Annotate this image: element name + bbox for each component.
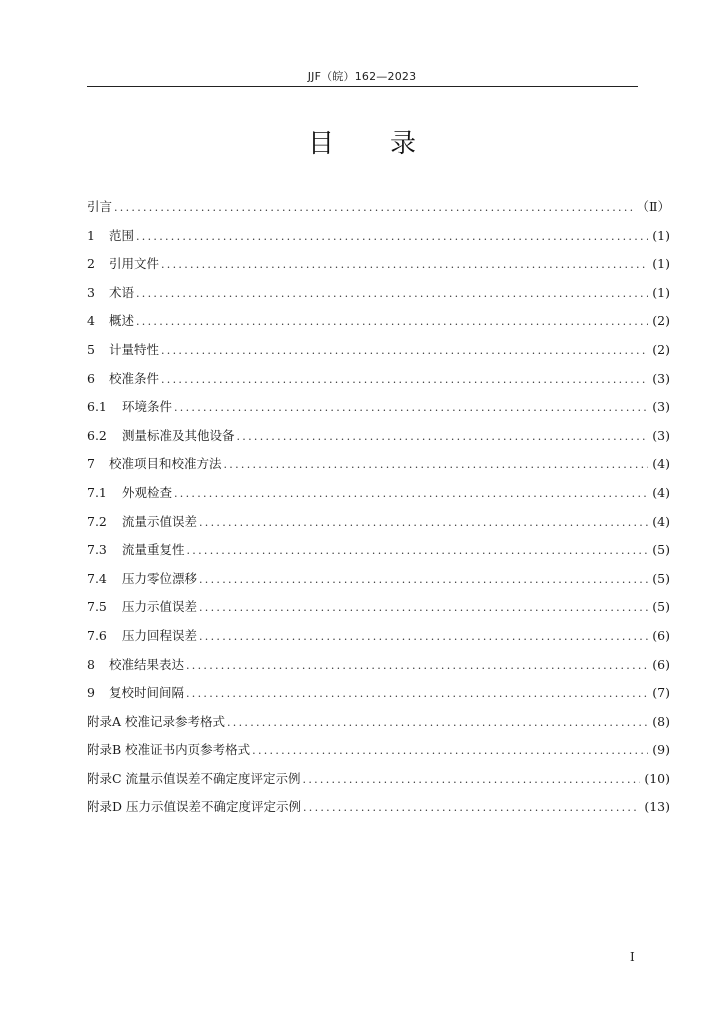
toc-entry[interactable] [87, 307, 670, 336]
toc-dot-leader [174, 480, 648, 508]
toc-dot-leader [252, 737, 648, 765]
toc-dot-leader [224, 451, 649, 479]
toc-entry-page: (4) [652, 456, 670, 472]
toc-entry-page: (1) [652, 227, 670, 243]
toc-entry-page: (3) [652, 370, 670, 386]
toc-entry-label: 环境条件 [122, 399, 173, 415]
toc-entry-number: 6.2 [87, 427, 107, 443]
toc-entry-number: 8 [87, 656, 95, 672]
toc-entry-page: (6) [652, 627, 670, 643]
toc-entry-label: 引言 [87, 199, 113, 214]
toc-entry-label: 计量特性 [109, 341, 160, 357]
toc-entry-page: (8) [652, 713, 670, 729]
toc-entry-number: 7.4 [87, 570, 107, 586]
toc-entry[interactable] [87, 793, 670, 822]
toc-entry-number: 7.5 [87, 599, 107, 615]
toc-entry-page: (7) [652, 685, 670, 701]
toc-entry-label: 校准条件 [109, 370, 160, 386]
toc-dot-leader [114, 194, 632, 222]
toc-entry-number: 5 [87, 341, 95, 357]
page-number: I [630, 950, 635, 964]
toc-entry-page: (4) [652, 484, 670, 500]
toc-entry[interactable] [87, 565, 670, 594]
toc-entry[interactable] [87, 679, 670, 708]
toc-entry-number: 4 [87, 313, 95, 329]
toc-entry-page: (3) [652, 427, 670, 443]
toc-entry-page: (5) [652, 542, 670, 558]
toc-entry-label: 术语 [109, 284, 135, 300]
toc-entry-page: (13) [644, 799, 670, 815]
toc-entry-number: 7.6 [87, 627, 107, 643]
table-of-contents [87, 193, 670, 822]
toc-entry-page: (1) [652, 256, 670, 272]
toc-entry-page: (10) [644, 770, 670, 786]
toc-entry[interactable] [87, 736, 670, 765]
toc-entry[interactable] [87, 365, 670, 394]
toc-entry-label: 流量重复性 [122, 542, 185, 558]
page-title: 目录 [307, 129, 472, 159]
toc-entry-page: （Ⅱ） [636, 199, 670, 214]
toc-entry-number: 7.1 [87, 484, 107, 500]
toc-entry-page: (5) [652, 599, 670, 615]
toc-entry-page: (4) [652, 513, 670, 529]
toc-entry-label: 校准项目和校准方法 [109, 456, 222, 472]
toc-dot-leader [227, 709, 648, 737]
toc-dot-leader [186, 652, 648, 680]
toc-entry[interactable] [87, 479, 670, 508]
toc-entry-label: 概述 [109, 313, 135, 329]
toc-entry-label: 外观检查 [122, 484, 173, 500]
toc-entry-label: 引用文件 [109, 256, 160, 272]
toc-entry-number: 2 [87, 256, 95, 272]
toc-entry-number: 9 [87, 685, 95, 701]
toc-entry[interactable] [87, 765, 670, 794]
toc-dot-leader [136, 223, 648, 251]
toc-dot-leader [303, 794, 640, 822]
toc-entry[interactable] [87, 422, 670, 451]
toc-dot-leader [237, 423, 649, 451]
toc-entry-number: 6.1 [87, 399, 107, 415]
toc-dot-leader [161, 366, 648, 394]
toc-entry[interactable] [87, 508, 670, 537]
toc-entry-page: (6) [652, 656, 670, 672]
toc-entry[interactable] [87, 336, 670, 365]
toc-dot-leader [303, 766, 641, 794]
toc-entry-number: 7 [87, 456, 95, 472]
toc-entry-label: 校准结果表达 [109, 656, 185, 672]
toc-entry[interactable] [87, 622, 670, 651]
toc-entry-number: 1 [87, 227, 95, 243]
toc-dot-leader [161, 337, 648, 365]
toc-dot-leader [187, 537, 649, 565]
toc-entry-page: (9) [652, 742, 670, 758]
toc-entry-number: 7.2 [87, 513, 107, 529]
toc-entry-label: 压力回程误差 [122, 627, 198, 643]
toc-entry[interactable] [87, 708, 670, 737]
toc-entry-label: 流量示值误差 [122, 513, 198, 529]
toc-dot-leader [136, 280, 648, 308]
toc-dot-leader [199, 509, 648, 537]
toc-entry-page: (5) [652, 570, 670, 586]
toc-entry-label: 复校时间间隔 [109, 685, 185, 701]
toc-entry-label: 附录B 校准证书内页参考格式 [87, 742, 251, 758]
toc-entry-label: 附录C 流量示值误差不确定度评定示例 [87, 770, 301, 786]
toc-dot-leader [186, 680, 648, 708]
toc-entry[interactable] [87, 593, 670, 622]
toc-entry[interactable] [87, 393, 670, 422]
toc-entry-page: (2) [652, 313, 670, 329]
toc-dot-leader [161, 251, 648, 279]
toc-entry[interactable] [87, 279, 670, 308]
toc-entry-page: (3) [652, 399, 670, 415]
toc-entry-label: 压力示值误差 [122, 599, 198, 615]
toc-entry[interactable] [87, 536, 670, 565]
toc-entry-number: 7.3 [87, 542, 107, 558]
toc-dot-leader [136, 308, 648, 336]
toc-entry-label: 测量标准及其他设备 [122, 427, 235, 443]
running-header: JJF（皖）162—2023 [307, 70, 417, 83]
toc-dot-leader [174, 394, 648, 422]
toc-entry-number: 3 [87, 284, 95, 300]
toc-entry[interactable] [87, 222, 670, 251]
toc-entry[interactable] [87, 250, 670, 279]
toc-entry-page: (2) [652, 341, 670, 357]
toc-entry-page: (1) [652, 284, 670, 300]
toc-dot-leader [199, 623, 648, 651]
toc-entry[interactable] [87, 450, 670, 479]
header-rule [87, 86, 638, 87]
toc-entry-label: 附录D 压力示值误差不确定度评定示例 [87, 799, 301, 815]
toc-entry-label: 范围 [109, 227, 135, 243]
toc-entry-label: 附录A 校准记录参考格式 [87, 713, 226, 729]
toc-dot-leader [199, 594, 648, 622]
toc-dot-leader [199, 566, 648, 594]
toc-entry[interactable] [87, 651, 670, 680]
toc-entry[interactable] [87, 193, 670, 222]
toc-entry-label: 压力零位漂移 [122, 570, 198, 586]
toc-entry-number: 6 [87, 370, 95, 386]
